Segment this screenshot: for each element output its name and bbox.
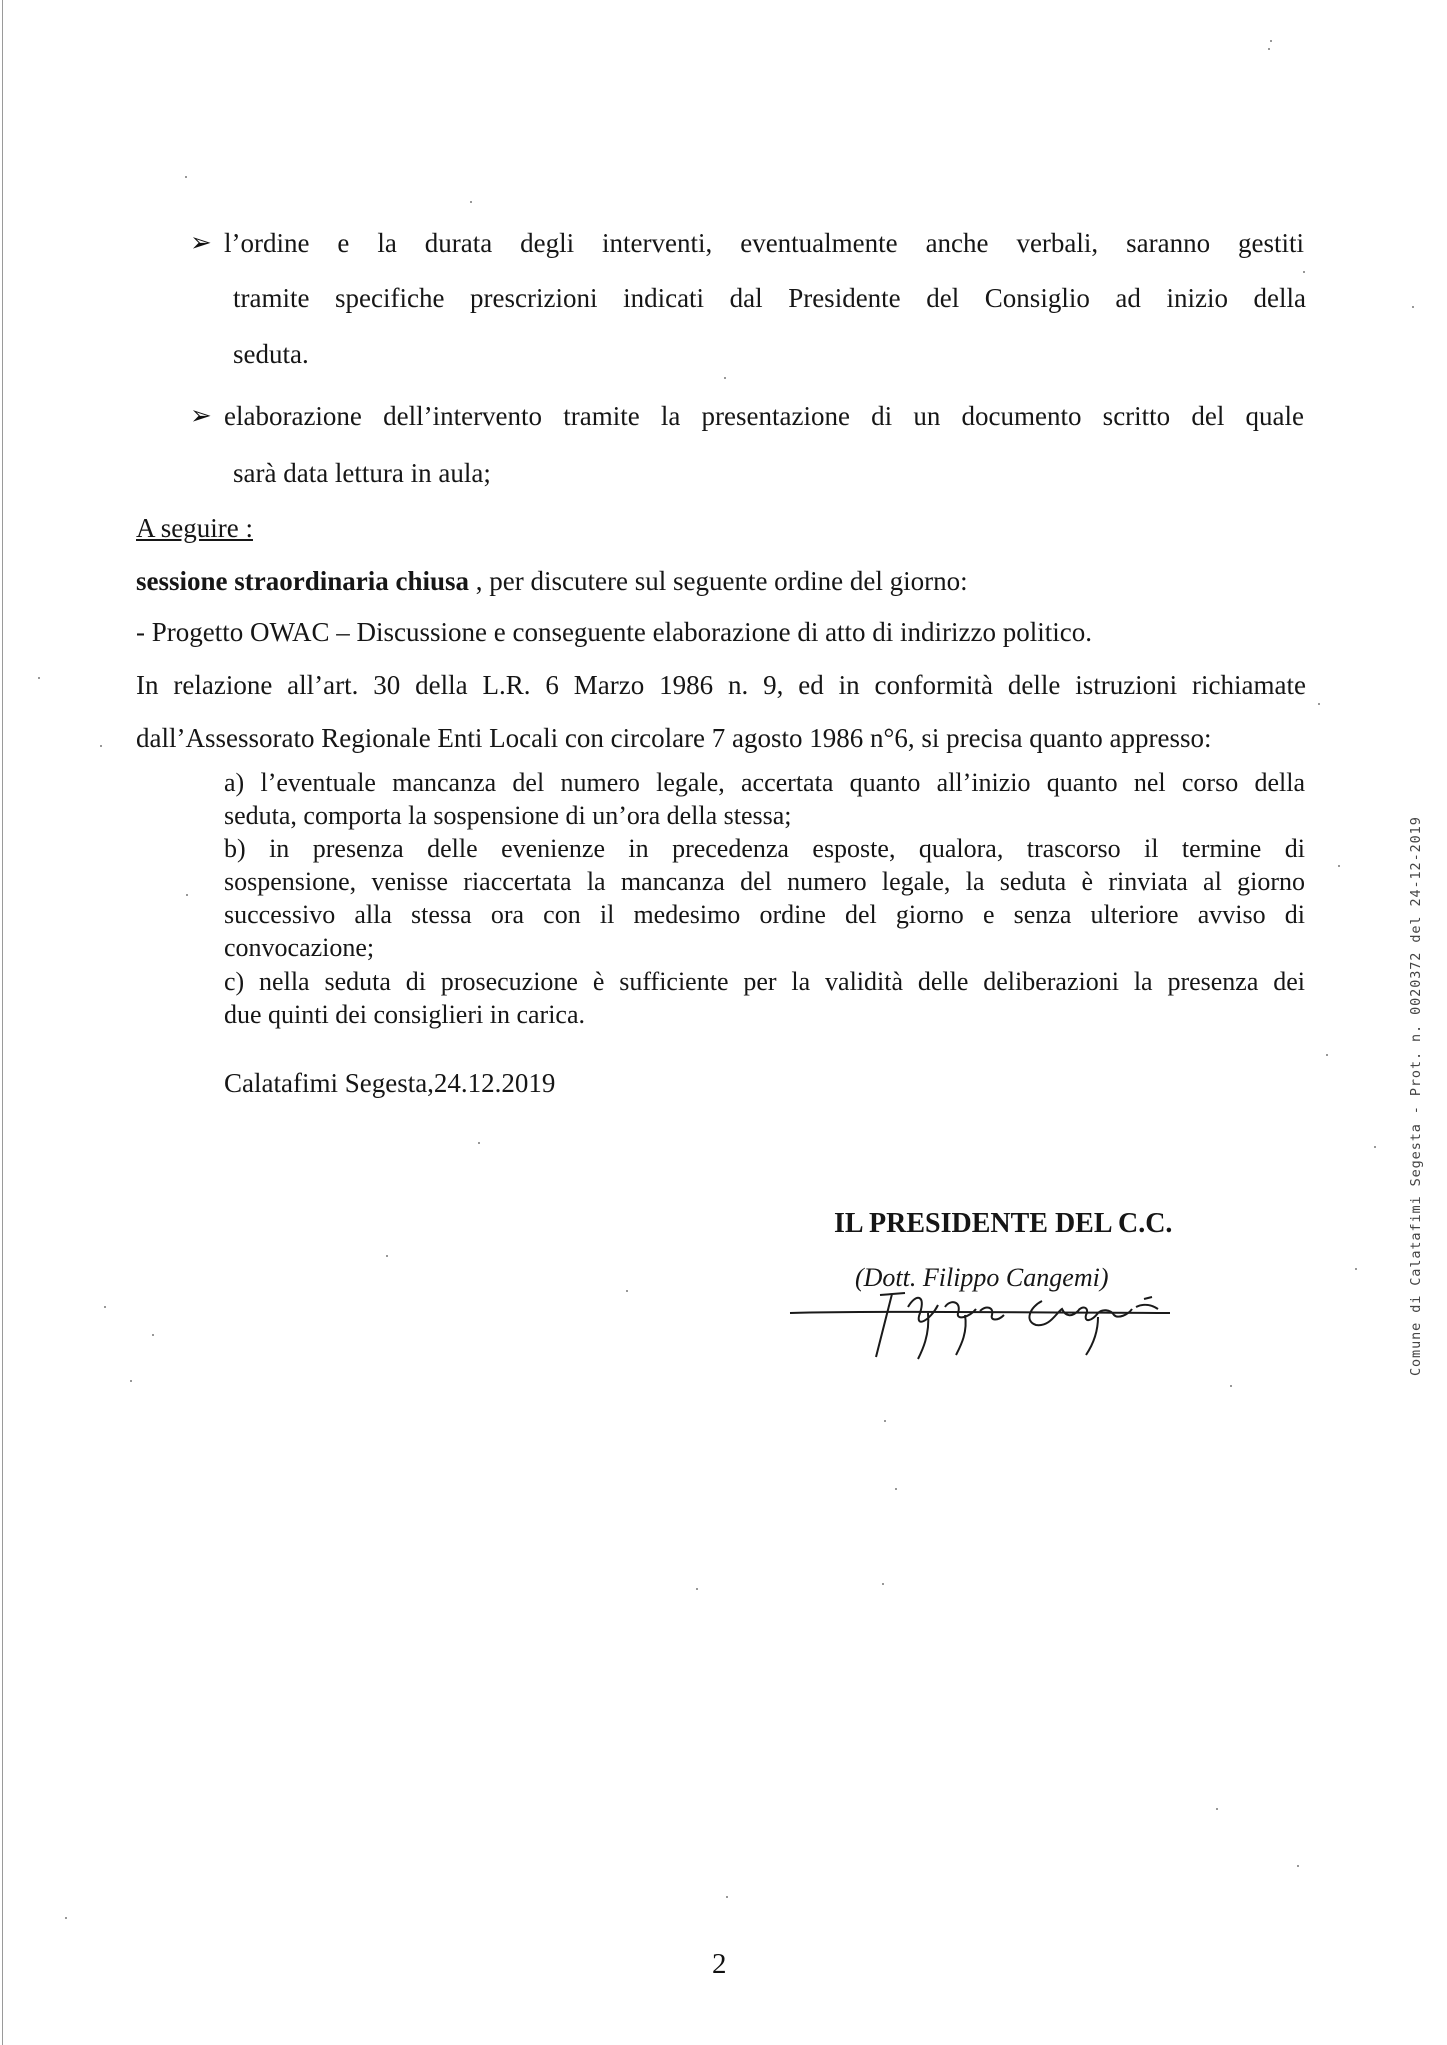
clause-line: a) l’eventuale mancanza del numero legale, accertata quanto all’inizio quanto nel corso della [224,768,1305,797]
scan-speck [884,1420,886,1422]
session-type: sessione straordinaria chiusa [136,566,470,596]
session-line [136,565,968,597]
clause-line: b) in presenza delle evenienze in precedenza esposte, qualora, trascorso il termine di [224,834,1305,863]
scan-speck [1318,703,1320,705]
scan-speck [100,745,102,747]
bullet-1-line-3: seduta. [233,339,309,369]
scan-speck [386,1255,388,1257]
signature-name: (Dott. Filippo Cangemi) [855,1263,1109,1292]
a-seguire-heading: A seguire : [136,513,253,543]
scan-speck [1268,48,1270,50]
scan-speck [130,1380,132,1382]
place-date: Calatafimi Segesta,24.12.2019 [224,1068,556,1098]
session-description: , per discutere sul seguente ordine del giorno: [469,566,968,596]
handwritten-signature [780,1255,1200,1365]
relazione-line-1: In relazione all’art. 30 della L.R. 6 Marzo 1986 n. 9, ed in conformità delle istruzioni richiamate [136,670,1306,700]
scan-speck [104,1306,106,1308]
agenda-item: - Progetto OWAC – Discussione e conseguente elaborazione di atto di indirizzo politico. [136,617,1093,647]
page-number: 2 [712,1948,727,1980]
scan-speck [1297,1865,1299,1867]
scan-speck [1374,1146,1376,1148]
bullet-arrow-icon: ➢ [190,228,212,257]
bullet-1-line-1: l’ordine e la durata degli interventi, eventualmente anche verbali, saranno gestiti [224,228,1304,258]
scan-speck [470,201,472,203]
clause-line: c) nella seduta di prosecuzione è sufficiente per la validità delle deliberazioni la presenza dei [224,967,1305,996]
scan-speck [1230,1385,1232,1387]
scan-speck [726,1896,728,1898]
scan-speck [1270,40,1272,42]
bullet-2-line-2: sarà data lettura in aula; [233,458,491,488]
scan-speck [1326,1054,1328,1056]
bullet-2-line-1: elaborazione dell’intervento tramite la presentazione di un documento scritto del quale [224,401,1304,431]
scan-speck [478,1142,480,1144]
scan-speck [895,1488,897,1490]
bullet-arrow-icon: ➢ [190,401,212,430]
scan-speck [882,1583,884,1585]
protocol-stamp: Comune di Calatafimi Segesta - Prot. n. 0020372 del 24-12-2019 [1408,816,1424,1376]
scan-speck [65,1917,67,1919]
bullet-1-line-2: tramite specifiche prescrizioni indicati dal Presidente del Consiglio ad inizio della [233,283,1306,313]
clause-line: successivo alla stessa ora con il medesimo ordine del giorno e senza ulteriore avviso di [224,900,1305,929]
scan-speck [626,1290,628,1292]
clause-line: seduta, comporta la sospensione di un’ora della stessa; [224,801,792,830]
scan-speck [185,176,187,178]
scan-speck [1216,1808,1218,1810]
scan-speck [696,1588,698,1590]
scan-speck [724,377,726,379]
relazione-line-2: dall’Assessorato Regionale Enti Locali con circolare 7 agosto 1986 n°6, si precisa quanto appresso: [136,723,1212,753]
scan-left-edge [2,0,3,2045]
scan-speck [1355,1268,1357,1270]
scan-speck [1338,865,1340,867]
scan-speck [1303,271,1305,273]
scan-speck [186,894,188,896]
clause-line: sospensione, venisse riaccertata la mancanza del numero legale, la seduta è rinviata al giorno [224,867,1305,896]
scan-speck [38,677,40,679]
scan-speck [152,1334,154,1336]
clause-line: due quinti dei consiglieri in carica. [224,1000,585,1029]
signature-title: IL PRESIDENTE DEL C.C. [834,1208,1173,1239]
scan-speck [1412,306,1414,308]
clause-line: convocazione; [224,933,375,962]
